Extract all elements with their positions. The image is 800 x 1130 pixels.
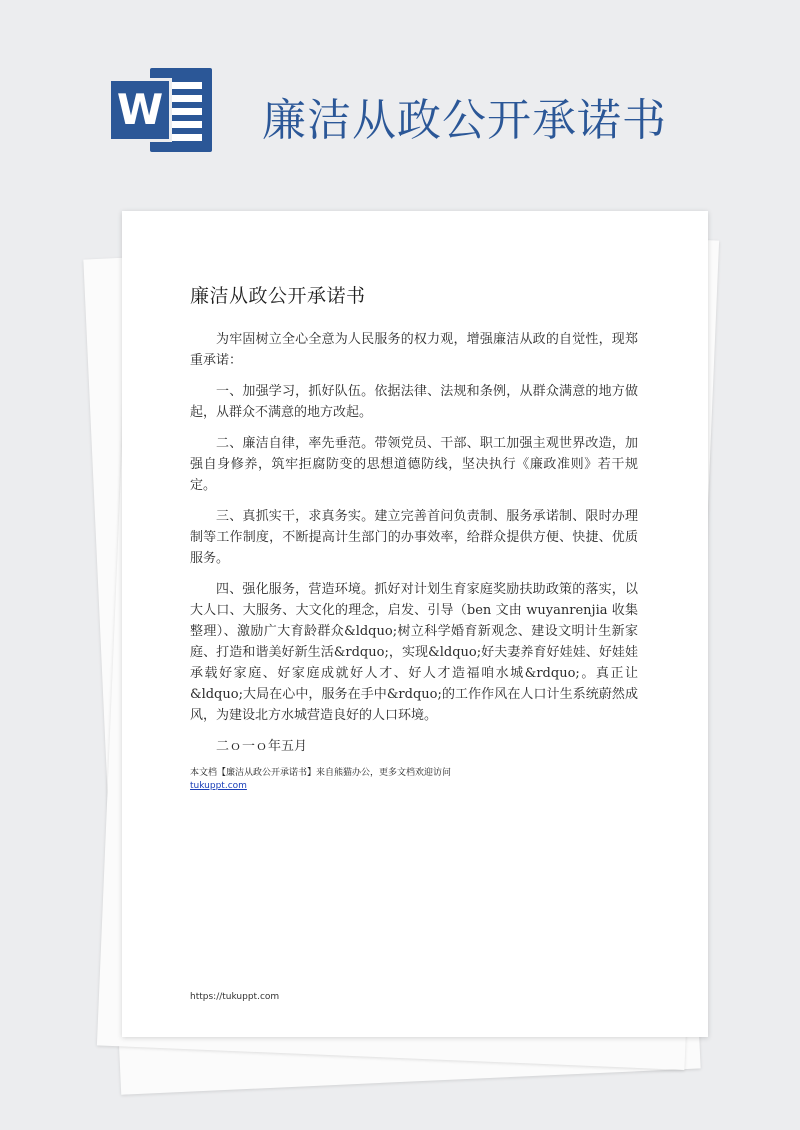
paragraph-intro: 为牢固树立全心全意为人民服务的权力观，增强廉洁从政的自觉性，现郑重承诺： <box>190 332 638 368</box>
banner-title: 廉洁从政公开承诺书 <box>262 95 667 146</box>
document-body <box>190 329 638 792</box>
paragraph-3: 三、真抓实干，求真务实。建立完善首问负责制、服务承诺制、限时办理制等工作制度，不断提高计生部门的办事效率，给群众提供方便、快捷、优质服务。 <box>190 509 638 566</box>
source-link[interactable]: tukuppt.com <box>190 781 247 791</box>
document-title: 廉洁从政公开承诺书 <box>190 285 366 307</box>
footer-url[interactable]: https://tukuppt.com <box>190 992 280 1002</box>
paragraph-1: 一、加强学习，抓好队伍。依据法律、法规和条例，从群众满意的地方做起，从群众不满意的地方改起。 <box>190 384 638 420</box>
document-page <box>122 211 708 1037</box>
source-note: 本文档【廉洁从政公开承诺书】来自熊猫办公，更多文档欢迎访问 <box>190 768 452 778</box>
word-icon <box>108 62 212 158</box>
paragraph-4: 四、强化服务，营造环境。抓好对计划生育家庭奖励扶助政策的落实，以大人口、大服务、大文化的理念，启发、引导（ben 文由 wuyanrenjia 收集整理）、激励广大育龄群众&ldquo;树立科学婚育新观念、建设文明计生新家庭、打造和谐美好新生活&rdquo;，实现&ldquo;好夫妻养育好娃娃、好娃娃承载好家庭、好家庭成就好人才、好人才造福咱水城&rdquo;。真正让&ldquo;大局在心中，服务在手中&rdquo;的工作作风在人口计生系统蔚然成风，为建设北方水城营造良好的人口环境。 <box>190 582 638 723</box>
paragraph-2: 二、廉洁自律，率先垂范。带领党员、干部、职工加强主观世界改造，加强自身修养，筑牢拒腐防变的思想道德防线，坚决执行《廉政准则》若干规定。 <box>190 436 638 493</box>
document-date: 二ｏ一ｏ年五月 <box>216 739 308 754</box>
word-badge: W <box>108 78 172 142</box>
